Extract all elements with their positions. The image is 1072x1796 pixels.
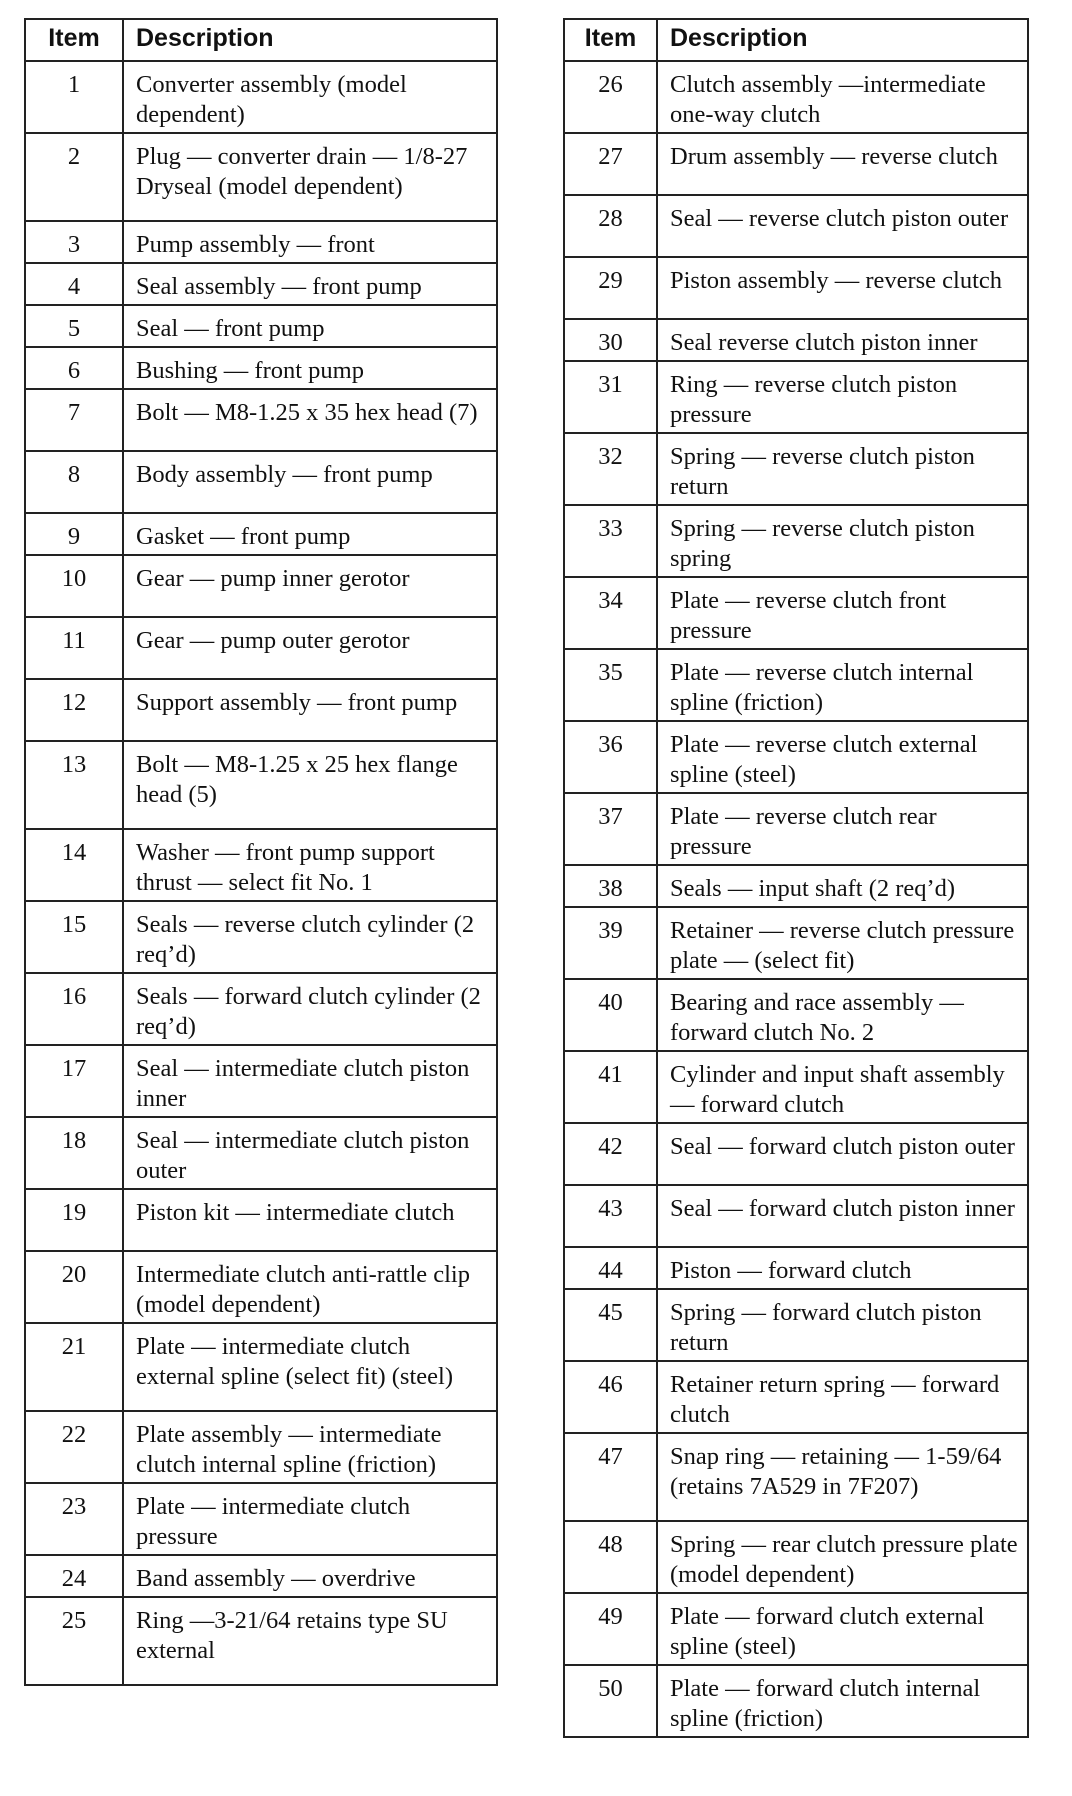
table-row xyxy=(564,1521,1028,1593)
item-number: 45 xyxy=(564,1289,657,1361)
table-row xyxy=(564,1433,1028,1521)
item-number: 35 xyxy=(564,649,657,721)
item-number: 9 xyxy=(25,513,123,555)
item-number: 11 xyxy=(25,617,123,679)
item-number: 22 xyxy=(25,1411,123,1483)
item-description: Seal assembly — front pump xyxy=(123,263,497,305)
table-row xyxy=(564,907,1028,979)
item-description: Ring —3-21/64 retains type SU external xyxy=(123,1597,497,1685)
item-description: Seals — reverse clutch cylinder (2 req’d) xyxy=(123,901,497,973)
table-row xyxy=(25,973,497,1045)
item-description: Plate — forward clutch internal spline (friction) xyxy=(657,1665,1028,1737)
item-description: Spring — reverse clutch piston spring xyxy=(657,505,1028,577)
parts-table-right xyxy=(563,18,1029,1738)
item-description: Plate — reverse clutch external spline (steel) xyxy=(657,721,1028,793)
item-number: 50 xyxy=(564,1665,657,1737)
table-row xyxy=(564,1123,1028,1185)
item-number: 8 xyxy=(25,451,123,513)
item-description: Plate assembly — intermediate clutch internal spline (friction) xyxy=(123,1411,497,1483)
item-number: 49 xyxy=(564,1593,657,1665)
table-row xyxy=(25,263,497,305)
item-number: 37 xyxy=(564,793,657,865)
item-number: 6 xyxy=(25,347,123,389)
item-description: Piston assembly — reverse clutch xyxy=(657,257,1028,319)
table-row xyxy=(25,1251,497,1323)
item-number: 42 xyxy=(564,1123,657,1185)
item-number: 5 xyxy=(25,305,123,347)
item-description: Snap ring — retaining — 1-59/64 (retains 7A529 in 7F207) xyxy=(657,1433,1028,1521)
header-row xyxy=(564,19,1028,61)
table-row xyxy=(564,979,1028,1051)
item-number: 18 xyxy=(25,1117,123,1189)
item-description: Seals — input shaft (2 req’d) xyxy=(657,865,1028,907)
item-description: Plate — reverse clutch internal spline (friction) xyxy=(657,649,1028,721)
parts-list-right xyxy=(564,61,1028,1737)
table-row xyxy=(25,133,497,221)
item-number: 2 xyxy=(25,133,123,221)
table-row xyxy=(564,577,1028,649)
item-description: Seal — intermediate clutch piston inner xyxy=(123,1045,497,1117)
table-row xyxy=(564,1051,1028,1123)
item-description: Intermediate clutch anti-rattle clip (model dependent) xyxy=(123,1251,497,1323)
item-description: Seal — intermediate clutch piston outer xyxy=(123,1117,497,1189)
item-number: 30 xyxy=(564,319,657,361)
item-description: Cylinder and input shaft assembly — forward clutch xyxy=(657,1051,1028,1123)
item-number: 17 xyxy=(25,1045,123,1117)
table-row xyxy=(25,555,497,617)
item-description: Plug — converter drain — 1/8-27 Dryseal (model dependent) xyxy=(123,133,497,221)
header-row xyxy=(25,19,497,61)
item-description: Washer — front pump support thrust — select fit No. 1 xyxy=(123,829,497,901)
table-row xyxy=(564,1361,1028,1433)
item-description: Bolt — M8-1.25 x 35 hex head (7) xyxy=(123,389,497,451)
table-row xyxy=(564,1247,1028,1289)
item-description: Retainer return spring — forward clutch xyxy=(657,1361,1028,1433)
item-number: 1 xyxy=(25,61,123,133)
item-description: Plate — reverse clutch front pressure xyxy=(657,577,1028,649)
table-row xyxy=(564,721,1028,793)
description-column-header: Description xyxy=(657,19,1028,61)
item-number: 46 xyxy=(564,1361,657,1433)
table-row xyxy=(564,1185,1028,1247)
item-number: 40 xyxy=(564,979,657,1051)
item-description: Bushing — front pump xyxy=(123,347,497,389)
item-description: Drum assembly — reverse clutch xyxy=(657,133,1028,195)
item-number: 23 xyxy=(25,1483,123,1555)
table-row xyxy=(564,1593,1028,1665)
item-number: 39 xyxy=(564,907,657,979)
table-row xyxy=(25,829,497,901)
item-number: 12 xyxy=(25,679,123,741)
item-number: 3 xyxy=(25,221,123,263)
item-number: 41 xyxy=(564,1051,657,1123)
item-number: 27 xyxy=(564,133,657,195)
item-number: 29 xyxy=(564,257,657,319)
item-description: Bolt — M8-1.25 x 25 hex flange head (5) xyxy=(123,741,497,829)
item-number: 31 xyxy=(564,361,657,433)
item-description: Plate — forward clutch external spline (steel) xyxy=(657,1593,1028,1665)
item-number: 34 xyxy=(564,577,657,649)
table-row xyxy=(25,901,497,973)
table-row xyxy=(564,1289,1028,1361)
item-description: Spring — forward clutch piston return xyxy=(657,1289,1028,1361)
item-description: Gasket — front pump xyxy=(123,513,497,555)
item-number: 21 xyxy=(25,1323,123,1411)
item-number: 26 xyxy=(564,61,657,133)
table-row xyxy=(25,1483,497,1555)
table-row xyxy=(564,195,1028,257)
table-row xyxy=(25,1323,497,1411)
item-description: Plate — reverse clutch rear pressure xyxy=(657,793,1028,865)
table-row xyxy=(25,513,497,555)
item-description: Clutch assembly —intermediate one-way clutch xyxy=(657,61,1028,133)
item-description: Seal — forward clutch piston inner xyxy=(657,1185,1028,1247)
item-description: Plate — intermediate clutch pressure xyxy=(123,1483,497,1555)
table-row xyxy=(564,133,1028,195)
item-description: Seals — forward clutch cylinder (2 req’d) xyxy=(123,973,497,1045)
parts-list-left xyxy=(25,61,497,1685)
table-row xyxy=(564,433,1028,505)
item-description: Spring — rear clutch pressure plate (model dependent) xyxy=(657,1521,1028,1593)
item-number: 16 xyxy=(25,973,123,1045)
item-column-header: Item xyxy=(25,19,123,61)
item-description: Seal reverse clutch piston inner xyxy=(657,319,1028,361)
table-row xyxy=(25,1555,497,1597)
table-row xyxy=(564,505,1028,577)
item-number: 44 xyxy=(564,1247,657,1289)
table-row xyxy=(564,257,1028,319)
table-row xyxy=(25,1045,497,1117)
item-number: 4 xyxy=(25,263,123,305)
table-row xyxy=(25,1597,497,1685)
item-description: Gear — pump outer gerotor xyxy=(123,617,497,679)
item-description: Spring — reverse clutch piston return xyxy=(657,433,1028,505)
item-description: Seal — reverse clutch piston outer xyxy=(657,195,1028,257)
item-description: Retainer — reverse clutch pressure plate — (select fit) xyxy=(657,907,1028,979)
item-description: Ring — reverse clutch piston pressure xyxy=(657,361,1028,433)
parts-table-left xyxy=(24,18,498,1686)
item-number: 38 xyxy=(564,865,657,907)
table-row xyxy=(564,649,1028,721)
table-row xyxy=(25,741,497,829)
item-number: 48 xyxy=(564,1521,657,1593)
table-row xyxy=(564,61,1028,133)
item-description: Seal — forward clutch piston outer xyxy=(657,1123,1028,1185)
item-description: Gear — pump inner gerotor xyxy=(123,555,497,617)
table-row xyxy=(25,1117,497,1189)
item-number: 10 xyxy=(25,555,123,617)
item-number: 20 xyxy=(25,1251,123,1323)
table-row xyxy=(25,1189,497,1251)
table-row xyxy=(25,1411,497,1483)
item-number: 24 xyxy=(25,1555,123,1597)
table-row xyxy=(25,347,497,389)
item-description: Plate — intermediate clutch external spline (select fit) (steel) xyxy=(123,1323,497,1411)
item-number: 7 xyxy=(25,389,123,451)
table-row xyxy=(564,1665,1028,1737)
item-number: 14 xyxy=(25,829,123,901)
table-row xyxy=(25,389,497,451)
item-number: 33 xyxy=(564,505,657,577)
table-row xyxy=(564,361,1028,433)
item-number: 28 xyxy=(564,195,657,257)
table-row xyxy=(25,679,497,741)
table-row xyxy=(25,305,497,347)
item-description: Converter assembly (model dependent) xyxy=(123,61,497,133)
item-description: Bearing and race assembly — forward clutch No. 2 xyxy=(657,979,1028,1051)
item-number: 43 xyxy=(564,1185,657,1247)
table-row xyxy=(564,319,1028,361)
item-description: Band assembly — overdrive xyxy=(123,1555,497,1597)
item-number: 36 xyxy=(564,721,657,793)
table-row xyxy=(25,221,497,263)
item-number: 15 xyxy=(25,901,123,973)
description-column-header: Description xyxy=(123,19,497,61)
item-number: 47 xyxy=(564,1433,657,1521)
item-column-header: Item xyxy=(564,19,657,61)
item-description: Seal — front pump xyxy=(123,305,497,347)
table-row xyxy=(25,617,497,679)
item-description: Body assembly — front pump xyxy=(123,451,497,513)
table-row xyxy=(25,61,497,133)
item-number: 25 xyxy=(25,1597,123,1685)
item-description: Support assembly — front pump xyxy=(123,679,497,741)
table-row xyxy=(564,793,1028,865)
table-row xyxy=(564,865,1028,907)
item-number: 13 xyxy=(25,741,123,829)
item-description: Pump assembly — front xyxy=(123,221,497,263)
item-description: Piston kit — intermediate clutch xyxy=(123,1189,497,1251)
item-number: 32 xyxy=(564,433,657,505)
table-row xyxy=(25,451,497,513)
item-description: Piston — forward clutch xyxy=(657,1247,1028,1289)
item-number: 19 xyxy=(25,1189,123,1251)
